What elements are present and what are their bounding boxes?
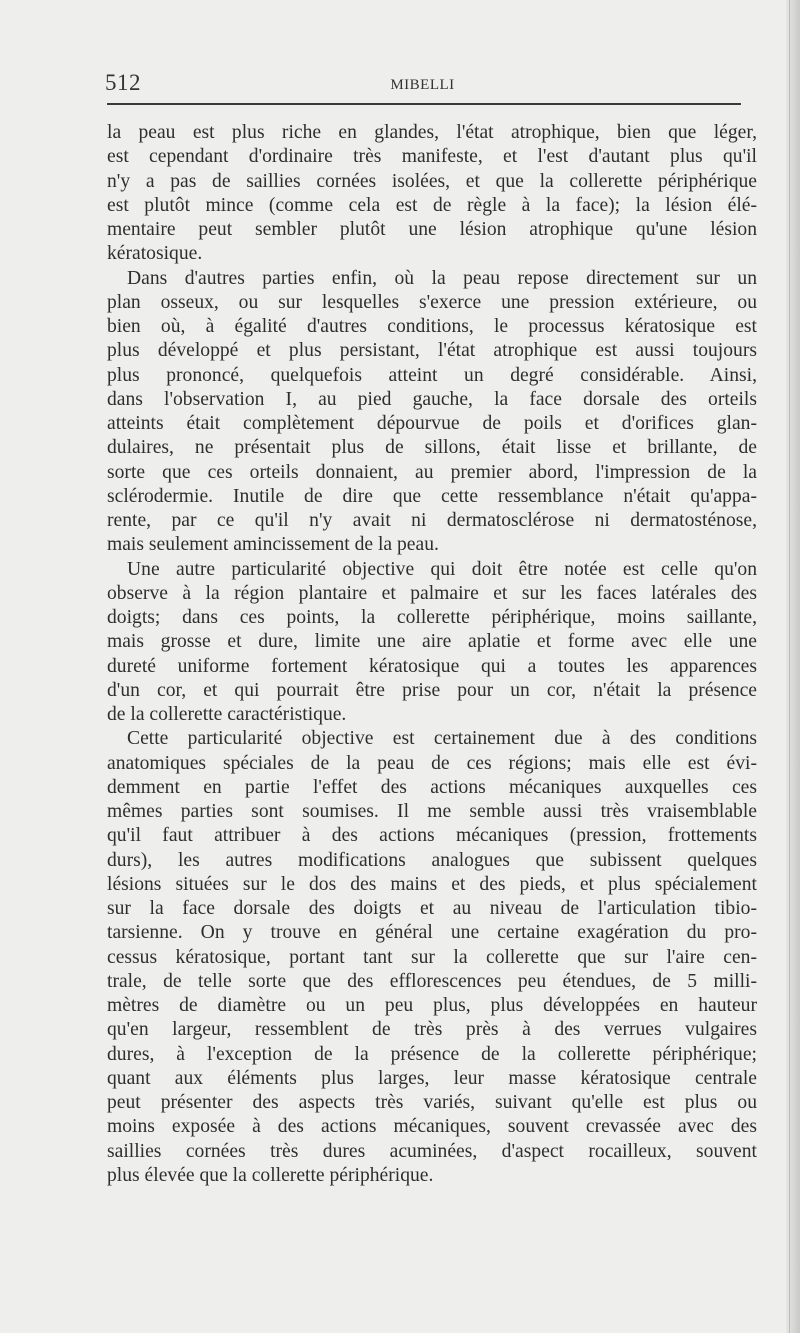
paragraph: [107, 727, 757, 1188]
text-line: mètres de diamètre ou un peu plus, plus développées en hauteur: [107, 995, 757, 1016]
text-line: sclérodermie. Inutile de dire que cette ressemblance n'était qu'appa-: [107, 485, 757, 507]
text-line: demment en partie l'effet des actions mécaniques auxquelles ces: [107, 776, 757, 798]
text-line: plus développé et plus persistant, l'état atrophique est aussi toujours: [107, 340, 757, 362]
text-line: saillies cornées très dures acuminées, d'aspect rocailleux, souvent: [107, 1140, 757, 1162]
text-line: Une autre particularité objective qui doit être notée est celle qu'on: [127, 558, 757, 580]
text-line: mais seulement amincissement de la peau.: [107, 534, 439, 556]
text-line: d'un cor, et qui pourrait être prise pour un cor, n'était la présence: [107, 679, 757, 701]
text-line: anatomiques spéciales de la peau de ces régions; mais elle est évi-: [107, 752, 757, 774]
text-line: n'y a pas de saillies cornées isolées, et que la collerette périphérique: [107, 170, 757, 192]
text-line: bien où, à égalité d'autres conditions, le processus kératosique est: [107, 316, 757, 337]
text-line: Dans d'autres parties enfin, où la peau repose directement sur un: [127, 267, 757, 289]
text-line: qu'il faut attribuer à des actions mécaniques (pression, frottements: [107, 825, 757, 847]
text-line: peut présenter des aspects très variés, suivant qu'elle est plus ou: [107, 1092, 757, 1113]
text-line: atteints était complètement dépourvue de poils et d'orifices glan-: [107, 413, 757, 434]
text-line: doigts; dans ces points, la collerette périphérique, moins saillante,: [107, 607, 757, 628]
page-number: 512: [105, 70, 141, 95]
text-line: est cependant d'ordinaire très manifeste, et l'est d'autant plus qu'il: [107, 146, 757, 168]
paragraph: [107, 558, 757, 728]
text-line: trale, de telle sorte que des efflorescences peu étendues, de 5 milli-: [107, 970, 757, 992]
text-line: quant aux éléments plus larges, leur masse kératosique centrale: [107, 1067, 757, 1089]
text-line: cessus kératosique, portant tant sur la collerette que sur l'aire cen-: [107, 946, 757, 968]
text-line: de la collerette caractéristique.: [107, 704, 347, 725]
text-line: kératosique.: [107, 243, 203, 265]
text-line: tarsienne. On y trouve en général une certaine exagération du pro-: [107, 922, 757, 944]
running-head: [105, 70, 740, 100]
text-line: durs), les autres modifications analogues que subissent quelques: [107, 849, 757, 871]
text-line: moins exposée à des actions mécaniques, souvent crevassée avec des: [107, 1116, 757, 1138]
text-line: plan osseux, ou sur lesquelles s'exerce une pression extérieure, ou: [107, 291, 757, 313]
paragraph: [107, 267, 757, 558]
text-line: rente, par ce qu'il n'y avait ni dermatosclérose ni dermatosténose,: [107, 510, 757, 531]
body-text: [107, 121, 757, 1188]
text-line: plus prononcé, quelquefois atteint un degré considérable. Ainsi,: [107, 364, 757, 386]
text-line: lésions situées sur le dos des mains et des pieds, et plus spécialement: [107, 873, 757, 895]
text-line: plus élevée que la collerette périphérique.: [107, 1164, 434, 1186]
text-line: mentaire peut sembler plutôt une lésion atrophique qu'une lésion: [107, 219, 757, 240]
running-title: MIBELLI: [390, 77, 455, 93]
text-line: mais grosse et dure, limite une aire aplatie et forme avec elle une: [107, 631, 757, 653]
text-line: sur la face dorsale des doigts et au niveau de l'articulation tibio-: [107, 898, 757, 919]
header-rule: [107, 103, 741, 105]
text-line: est plutôt mince (comme cela est de règle à la face); la lésion élé-: [107, 194, 757, 216]
text-line: Cette particularité objective est certainement due à des conditions: [127, 728, 757, 750]
text-line: sorte que ces orteils donnaient, au premier abord, l'impression de la: [107, 461, 757, 483]
text-line: dures, à l'exception de la présence de la collerette périphérique;: [107, 1043, 757, 1065]
text-line: dureté uniforme fortement kératosique qui a toutes les apparences: [107, 655, 757, 677]
text-line: dans l'observation I, au pied gauche, la face dorsale des orteils: [107, 388, 757, 410]
text-line: observe à la région plantaire et palmaire et sur les faces latérales des: [107, 582, 757, 604]
text-line: qu'en largeur, ressemblent de très près à des verrues vulgaires: [107, 1019, 757, 1041]
paragraph: [107, 121, 757, 267]
page-edge-line: [789, 0, 790, 1333]
text-line: dulaires, ne présentait plus de sillons, était lisse et brillante, de: [107, 437, 757, 459]
text-line: mêmes parties sont soumises. Il me semble aussi très vraisemblable: [107, 801, 757, 822]
text-line: la peau est plus riche en glandes, l'état atrophique, bien que léger,: [107, 122, 757, 143]
